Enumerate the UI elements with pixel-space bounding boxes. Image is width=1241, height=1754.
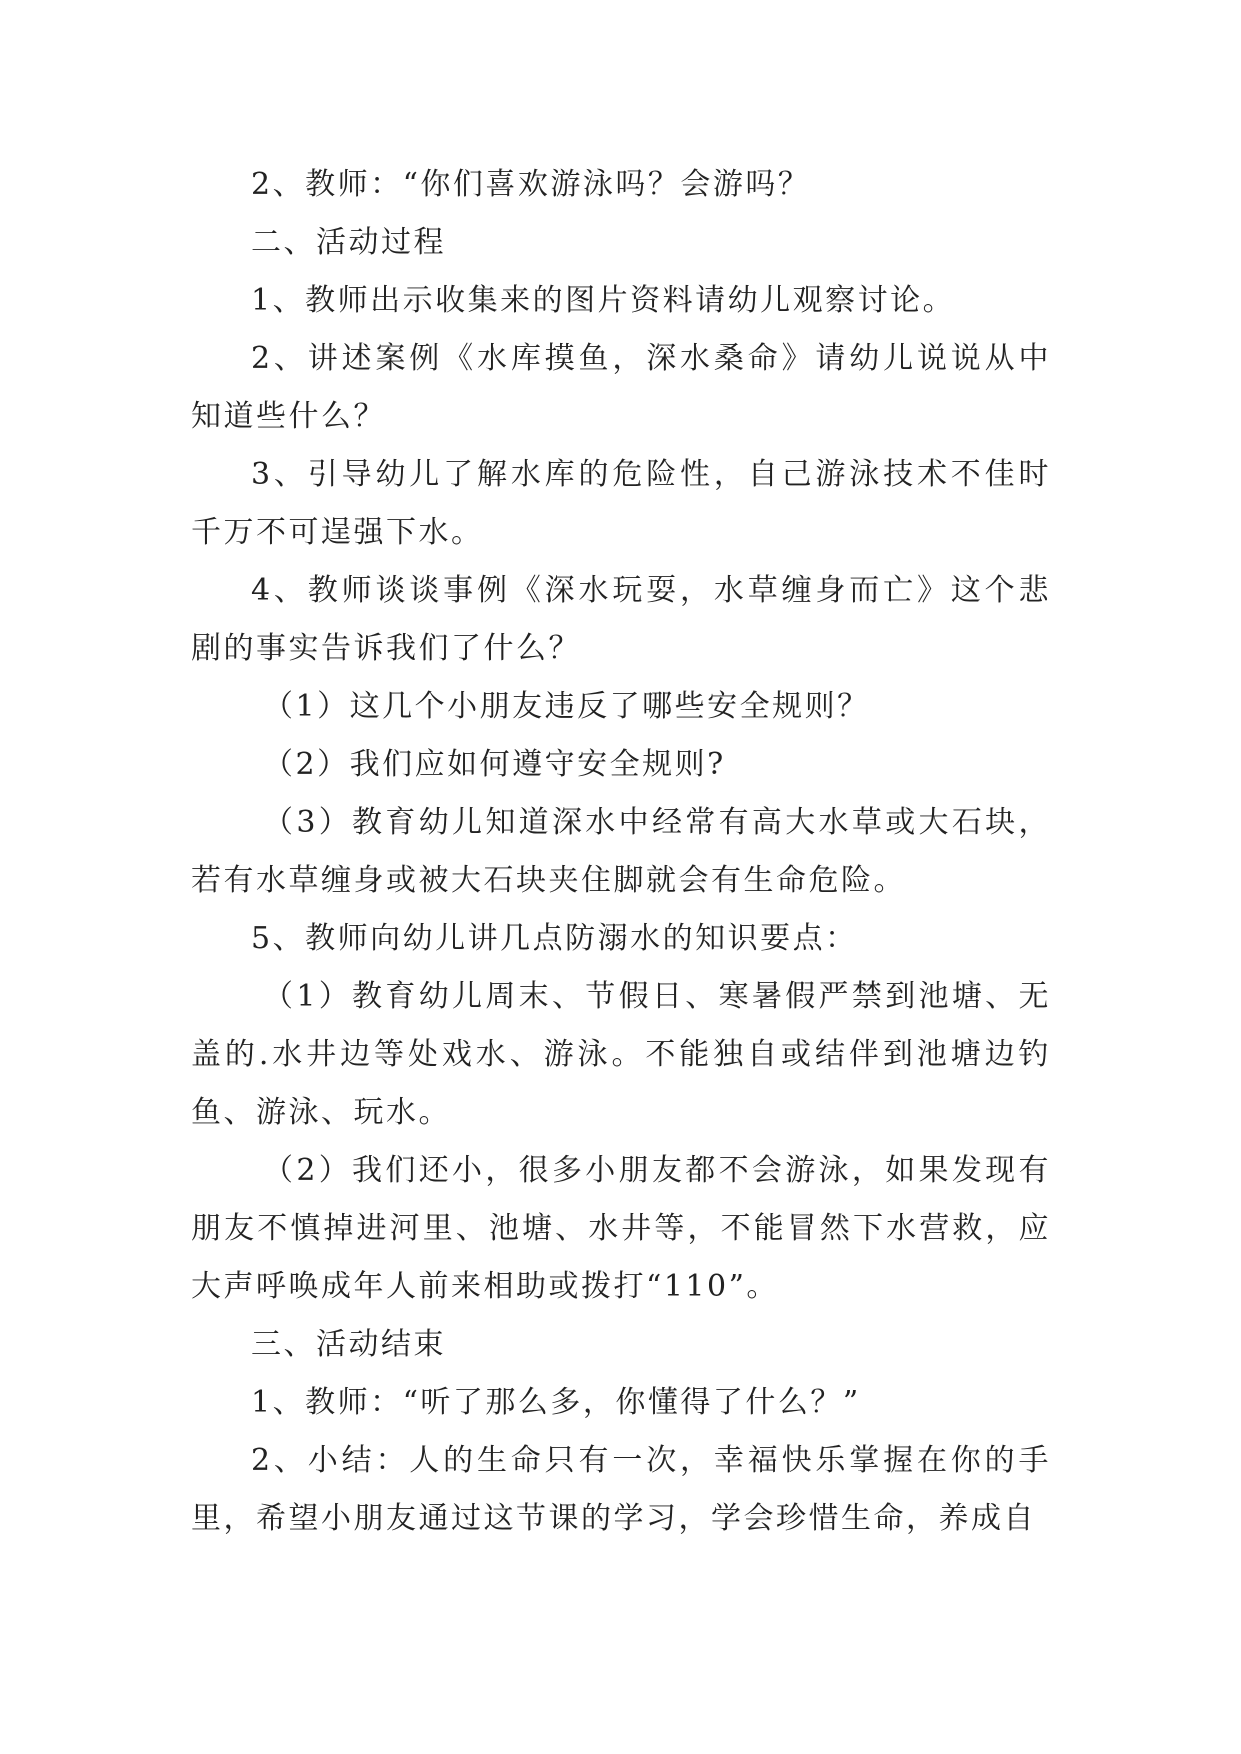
paragraph: 5、教师向幼儿讲几点防溺水的知识要点：	[251, 921, 858, 956]
paragraph: 2、小结：人的生命只有一次，幸福快乐掌握在你的手里，希望小朋友通过这节课的学习，学会珍惜生命，养成自	[191, 1443, 1051, 1536]
sub-paragraph: （3）教育幼儿知道深水中经常有高大水草或大石块，若有水草缠身或被大石块夹住脚就会有生命危险。	[191, 805, 1051, 898]
paragraph: 1、教师：“听了那么多，你懂得了什么？”	[251, 1385, 861, 1420]
paragraph: 1、教师出示收集来的图片资料请幼儿观察讨论。	[251, 283, 956, 318]
sub-paragraph: （1）这几个小朋友违反了哪些安全规则？	[263, 689, 870, 724]
sub-paragraph: （1）教育幼儿周末、节假日、寒暑假严禁到池塘、无盖的.水井边等处戏水、游泳。不能独自或结伴到池塘边钓鱼、游泳、玩水。	[191, 979, 1051, 1130]
paragraph: 2、讲述案例《水库摸鱼，深水桑命》请幼儿说说从中知道些什么？	[191, 341, 1051, 434]
paragraph: 4、教师谈谈事例《深水玩耍，水草缠身而亡》这个悲剧的事实告诉我们了什么？	[191, 573, 1051, 666]
section-heading: 二、活动过程	[251, 225, 446, 260]
document-body	[191, 156, 1051, 1548]
sub-paragraph: （2）我们应如何遵守安全规则?	[263, 747, 726, 782]
paragraph: 3、引导幼儿了解水库的危险性，自己游泳技术不佳时千万不可逞强下水。	[191, 457, 1051, 550]
sub-paragraph: （2）我们还小，很多小朋友都不会游泳，如果发现有朋友不慎掉进河里、池塘、水井等，不能冒然下水营救，应大声呼唤成年人前来相助或拨打“110”。	[191, 1153, 1051, 1304]
paragraph: 2、教师：“你们喜欢游泳吗？会游吗？	[251, 167, 811, 202]
section-heading: 三、活动结束	[251, 1327, 446, 1362]
